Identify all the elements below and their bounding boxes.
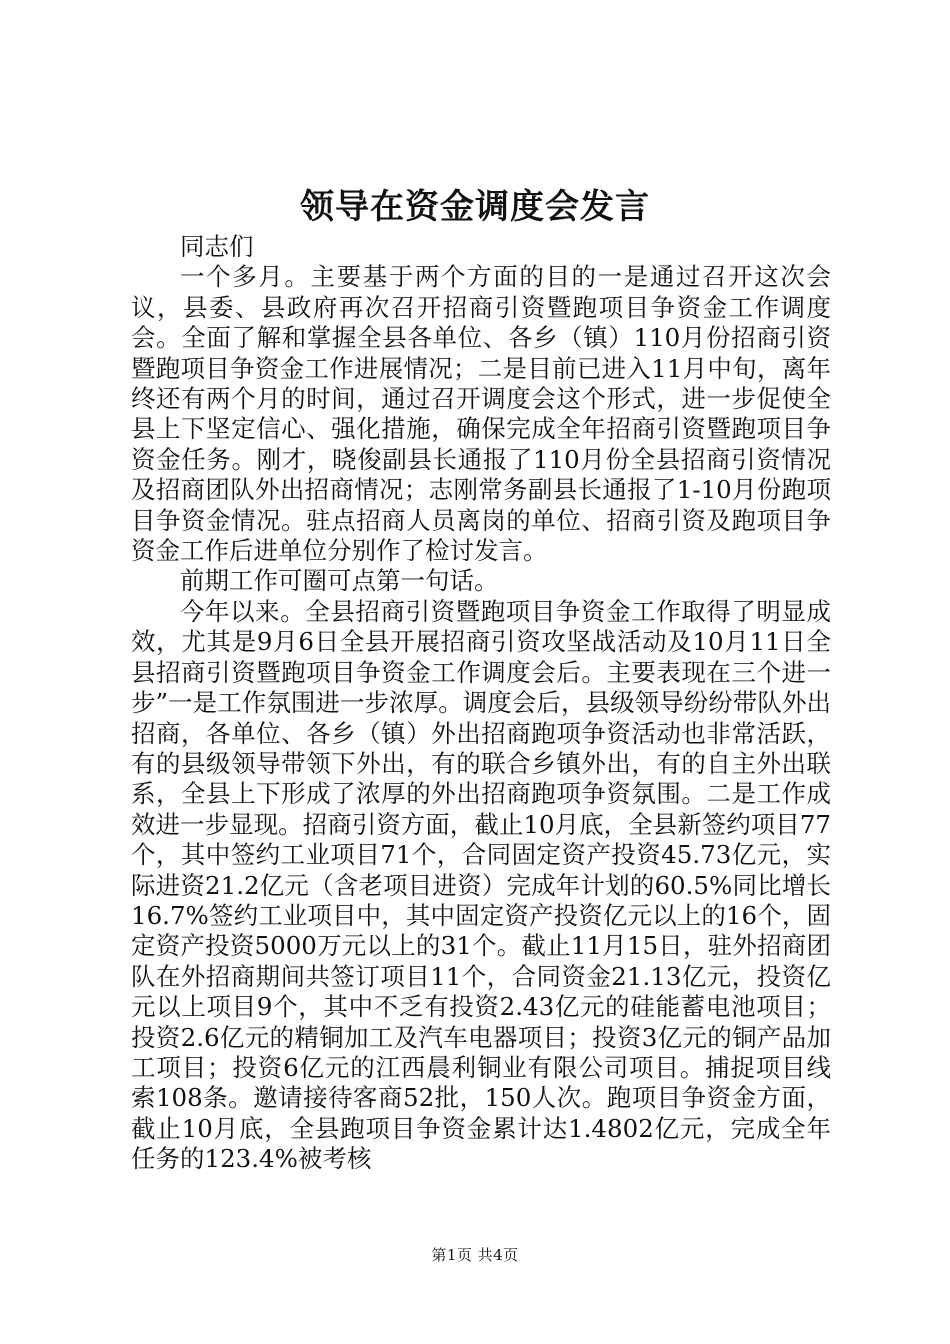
document-body [131, 232, 831, 1175]
paragraph-meeting-purpose: 一个多月。主要基于两个方面的目的一是通过召开这次会议，县委、县政府再次召开招商引资暨跑项目争资金工作调度会。全面了解和掌握全县各单位、各乡（镇）110月份招商引资暨跑项目争资金工作进展情况；二是目前已进入11月中旬，离年终还有两个月的时间，通过召开调度会这个形式，进一步促使全县上下坚定信心、强化措施，确保完成全年招商引资暨跑项目争资金任务。刚才，晓俊副县长通报了110月份全县招商引资情况及招商团队外出招商情况；志刚常务副县长通报了1-10月份跑项目争资金情况。驻点招商人员离岗的单位、招商引资及跑项目争资金工作后进单位分别作了检讨发言。 [131, 262, 831, 566]
page-footer: 第1页 共4页 [431, 1246, 519, 1264]
paragraph-achievements: 今年以来。全县招商引资暨跑项目争资金工作取得了明显成效，尤其是9月6日全县开展招商引资攻坚战活动及10月11日全县招商引资暨跑项目争资金工作调度会后。主要表现在三个进一步”一是工作氛围进一步浓厚。调度会后，县级领导纷纷带队外出招商，各单位、各乡（镇）外出招商跑项争资活动也非常活跃，有的县级领导带领下外出，有的联合乡镇外出，有的自主外出联系，全县上下形成了浓厚的外出招商跑项争资氛围。二是工作成效进一步显现。招商引资方面，截止10月底，全县新签约项目77个，其中签约工业项目71个，合同固定资产投资45.73亿元，实际进资21.2亿元（含老项目进资）完成年计划的60.5%同比增长16.7%签约工业项目中，其中固定资产投资亿元以上的16个，固定资产投资5000万元以上的31个。截止11月15日，驻外招商团队在外招商期间共签订项目11个，合同资金21.13亿元，投资亿元以上项目9个，其中不乏有投资2.43亿元的硅能蓄电池项目；投资2.6亿元的精铜加工及汽车电器项目；投资3亿元的铜产品加工项目；投资6亿元的江西晨利铜业有限公司项目。捕捉项目线索108条。邀请接待客商52批，150人次。跑项目争资金方面，截止10月底，全县跑项目争资金累计达1.4802亿元，完成全年任务的123.4%被考核 [131, 596, 831, 1174]
paragraph-section-heading: 前期工作可圈可点第一句话。 [180, 566, 499, 596]
document-title: 领导在资金调度会发言 [300, 187, 650, 227]
paragraph-salutation: 同志们 [180, 232, 254, 261]
